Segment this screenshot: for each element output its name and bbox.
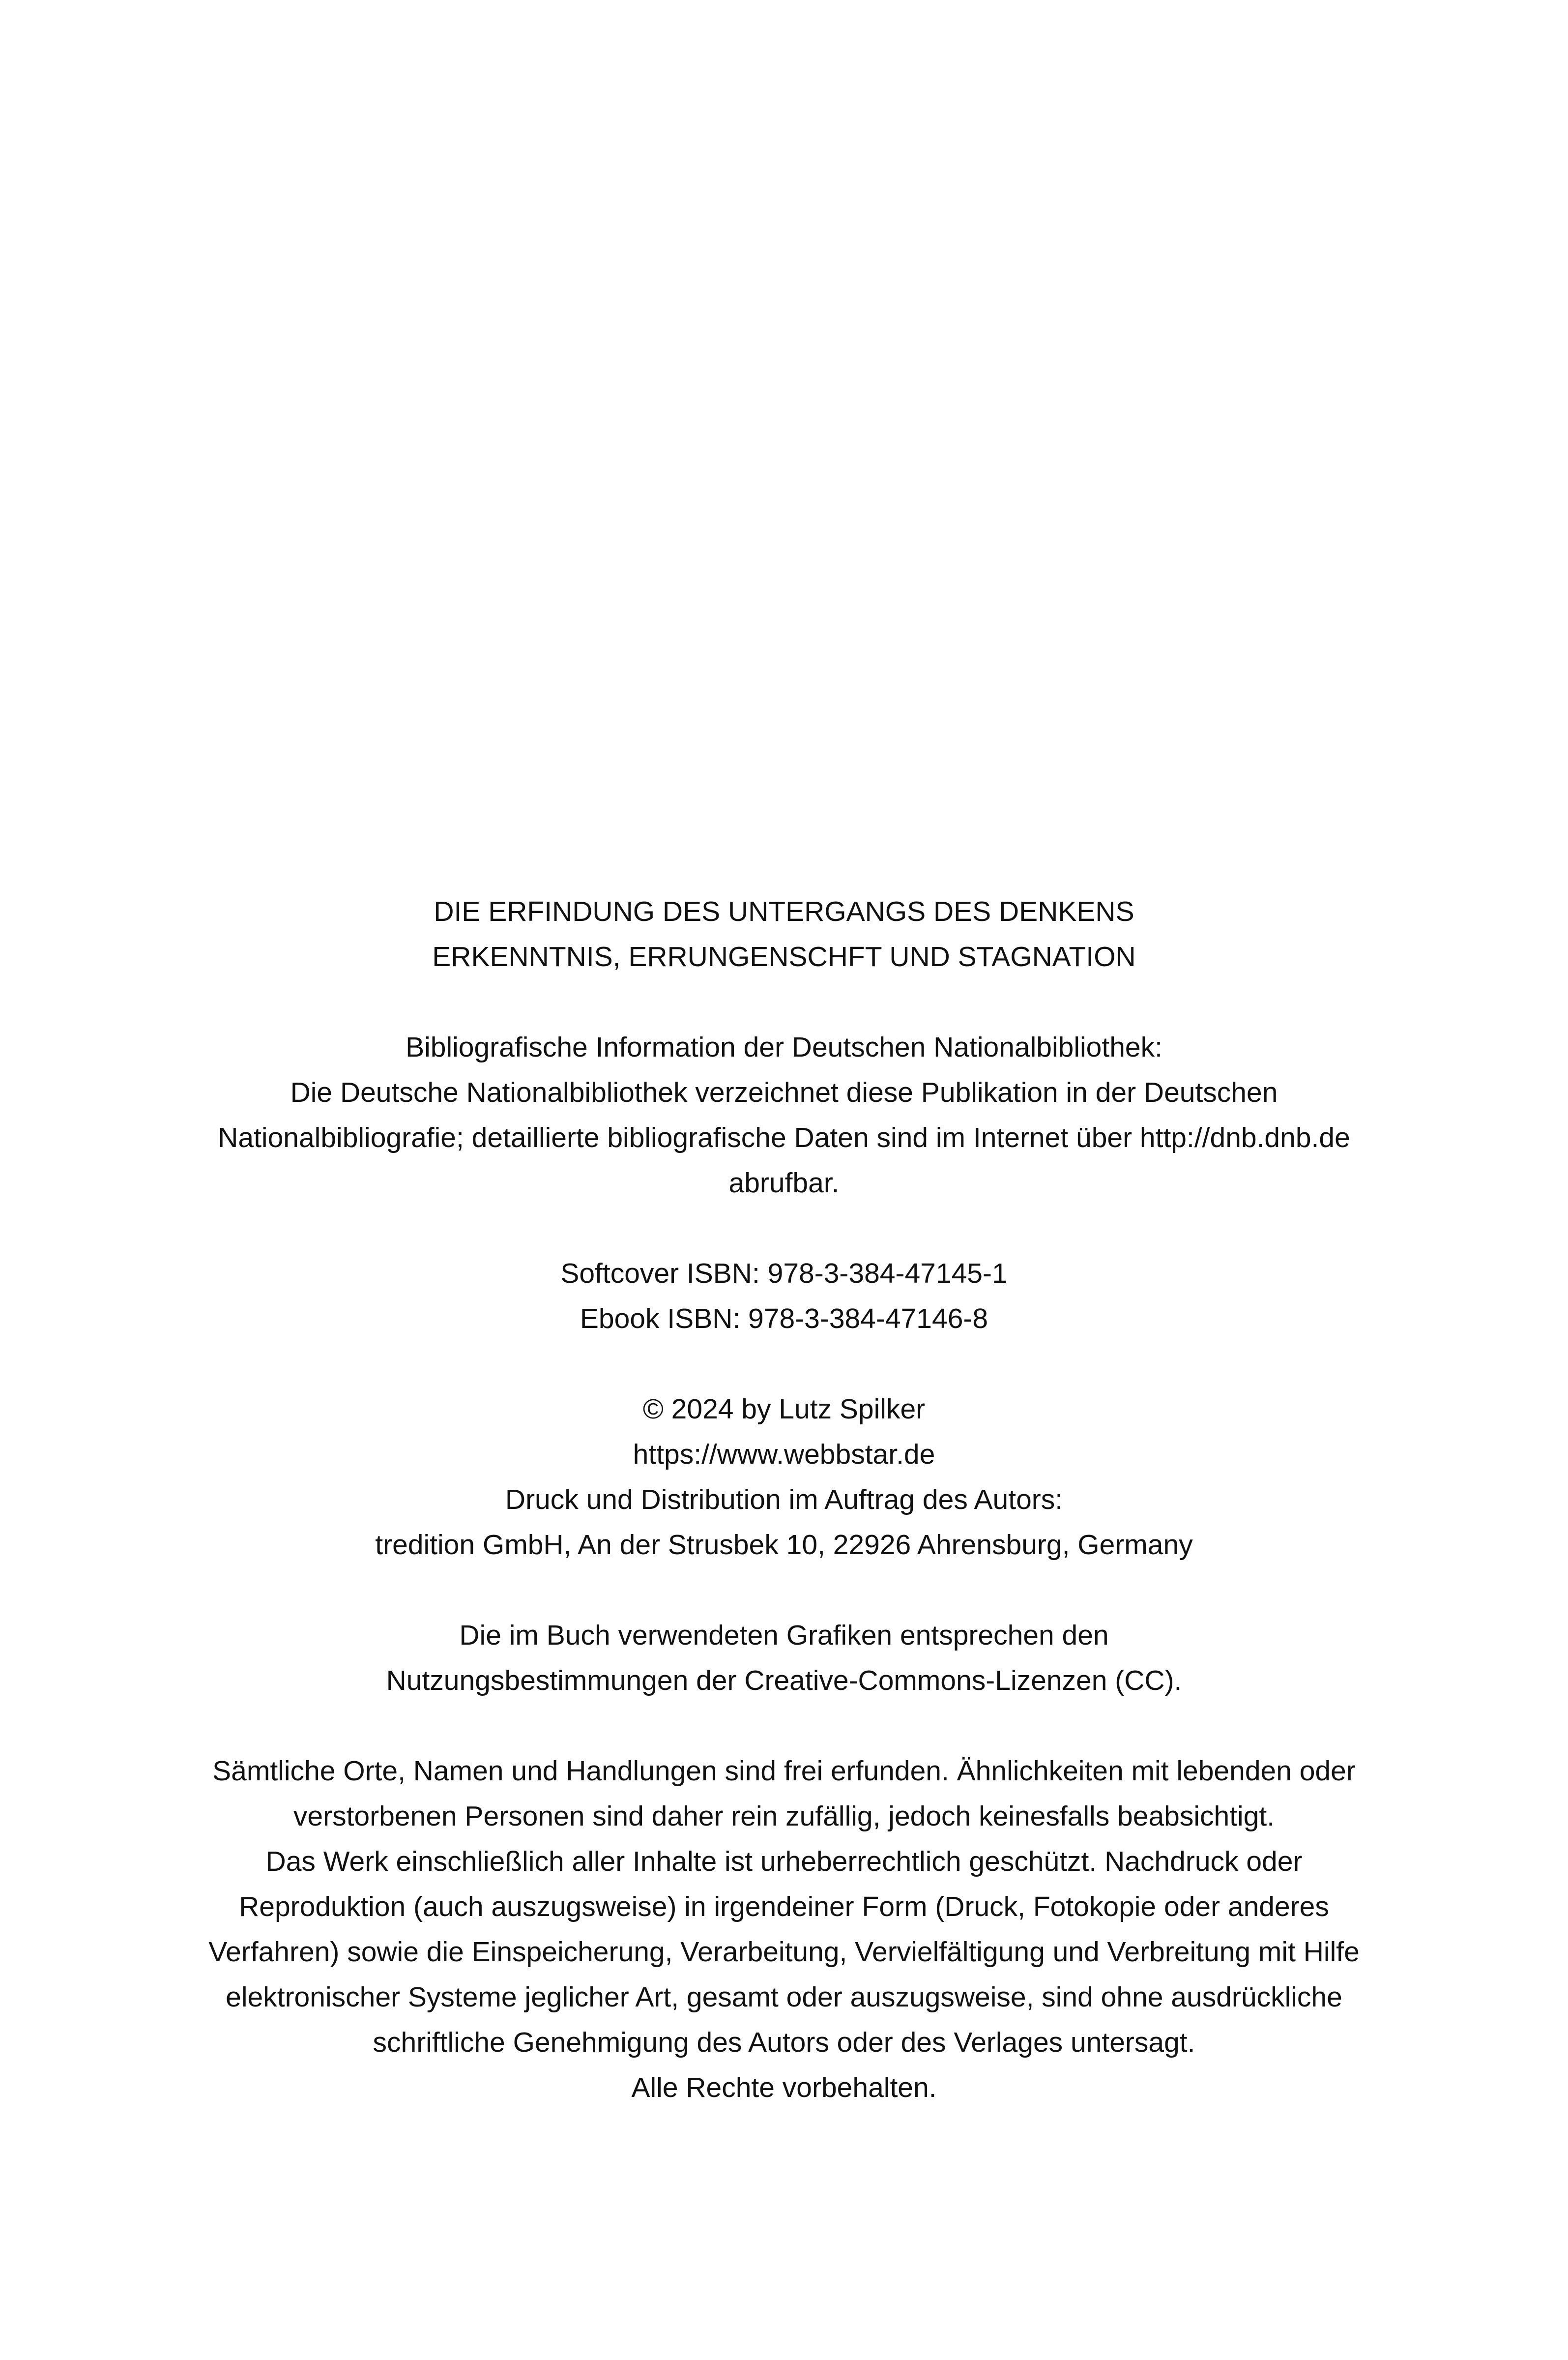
book-title-block: [0, 889, 1568, 979]
rights-reserved: Alle Rechte vorbehalten.: [631, 2072, 937, 2103]
legal-notice-line: schriftliche Genehmigung des Autors oder des Verlages untersagt.: [373, 2027, 1195, 2058]
author-website: https://www.webbstar.de: [633, 1439, 935, 1470]
legal-notice-line: Sämtliche Orte, Namen und Handlungen sind frei erfunden. Ähnlichkeiten mit lebenden oder: [212, 1755, 1356, 1787]
distribution-note: Druck und Distribution im Auftrag des Autors:: [505, 1484, 1063, 1515]
graphics-notice-line: Nutzungsbestimmungen der Creative-Commons-Lizenzen (CC).: [386, 1665, 1182, 1696]
bibliographic-text-line: Die Deutsche Nationalbibliothek verzeichnet diese Publikation in der Deutschen: [290, 1077, 1278, 1108]
imprint-page: [0, 889, 1568, 2110]
book-subtitle: ERKENNTNIS, ERRUNGENSCHFT UND STAGNATION: [432, 941, 1136, 973]
graphics-notice-block: [0, 1613, 1568, 1703]
legal-notice-line: Reproduktion (auch auszugsweise) in irgendeiner Form (Druck, Fotokopie oder anderes: [239, 1891, 1329, 1922]
isbn-block: [0, 1251, 1568, 1341]
bibliographic-info-block: [0, 1025, 1568, 1206]
legal-notice-line: elektronischer Systeme jeglicher Art, gesamt oder auszugsweise, sind ohne ausdrückliche: [226, 1981, 1342, 2013]
bibliographic-text-line: Nationalbibliografie; detaillierte bibliografische Daten sind im Internet über http://dnb.dnb.de: [218, 1122, 1350, 1153]
book-title: DIE ERFINDUNG DES UNTERGANGS DES DENKENS: [434, 896, 1134, 927]
copyright-notice: © 2024 by Lutz Spilker: [642, 1393, 926, 1425]
bibliographic-text-line: abrufbar.: [728, 1167, 840, 1199]
legal-notice-block: [0, 1748, 1568, 2110]
graphics-notice-line: Die im Buch verwendeten Grafiken entsprechen den: [459, 1620, 1109, 1651]
legal-notice-line: Verfahren) sowie die Einspeicherung, Verarbeitung, Vervielfältigung und Verbreitung mit Hilfe: [208, 1936, 1360, 1968]
softcover-isbn: Softcover ISBN: 978-3-384-47145-1: [560, 1258, 1008, 1289]
bibliographic-heading: Bibliografische Information der Deutschen Nationalbibliothek:: [406, 1032, 1162, 1063]
publisher-address: tredition GmbH, An der Strusbek 10, 22926 Ahrensburg, Germany: [375, 1529, 1193, 1561]
ebook-isbn: Ebook ISBN: 978-3-384-47146-8: [580, 1303, 988, 1334]
legal-notice-line: Das Werk einschließlich aller Inhalte ist urheberrechtlich geschützt. Nachdruck oder: [265, 1846, 1303, 1877]
publisher-block: [0, 1386, 1568, 1567]
legal-notice-line: verstorbenen Personen sind daher rein zufällig, jedoch keinesfalls beabsichtigt.: [293, 1800, 1275, 1832]
